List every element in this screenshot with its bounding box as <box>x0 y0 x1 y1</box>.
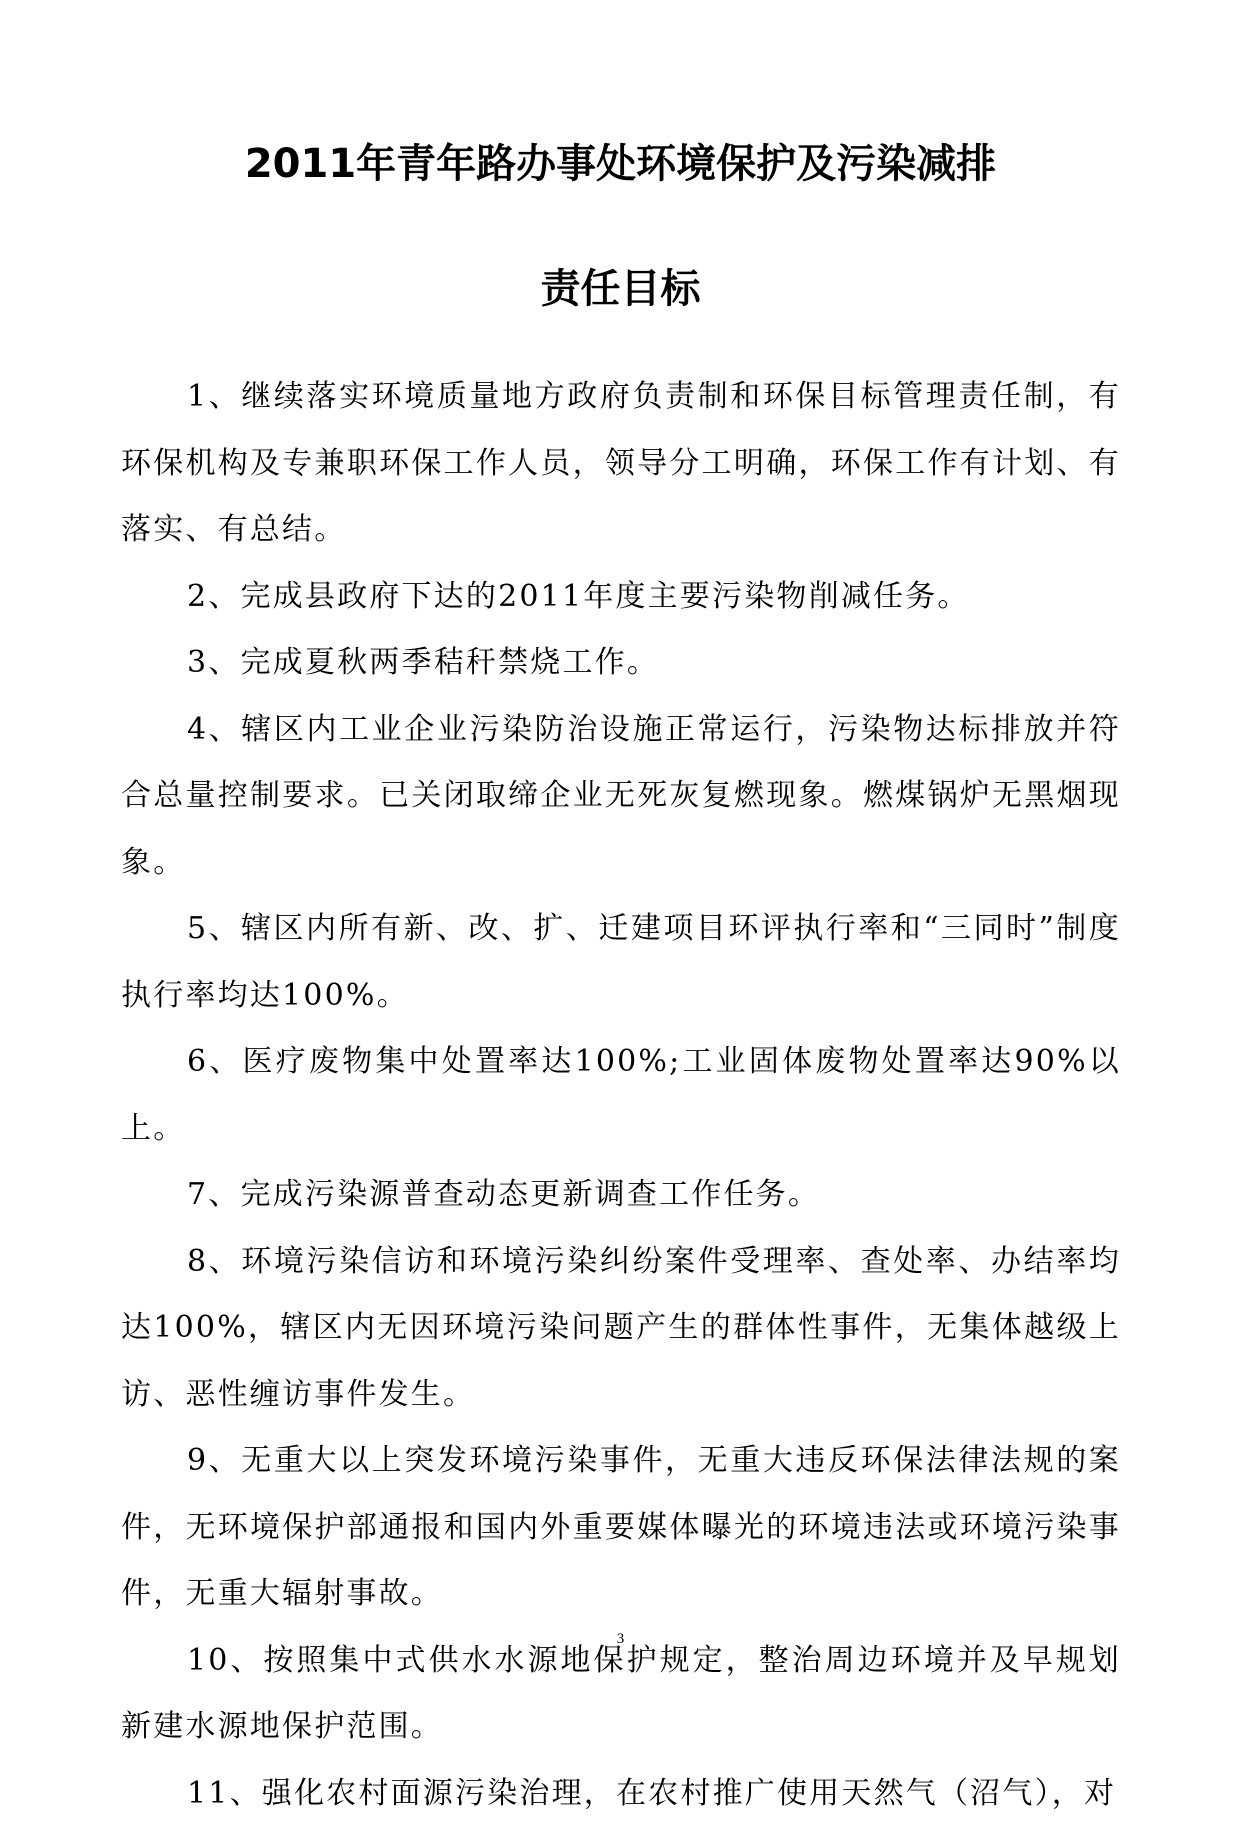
paragraph-2: 2、完成县政府下达的2011年度主要污染物削减任务。 <box>121 564 1121 631</box>
document-title: 2011年青年路办事处环境保护及污染减排 <box>0 140 1241 188</box>
document-subtitle: 责任目标 <box>0 265 1241 313</box>
paragraph-10: 10、按照集中式供水水源地保护规定，整治周边环境并及早规划新建水源地保护范围。 <box>121 1628 1121 1761</box>
paragraph-9: 9、无重大以上突发环境污染事件，无重大违反环保法律法规的案件，无环境保护部通报和国内外重要媒体曝光的环境违法或环境污染事件，无重大辐射事故。 <box>121 1428 1121 1628</box>
paragraph-5: 5、辖区内所有新、改、扩、迁建项目环评执行率和“三同时”制度执行率均达100%。 <box>121 896 1121 1029</box>
paragraph-7: 7、完成污染源普查动态更新调查工作任务。 <box>121 1162 1121 1229</box>
page-number: 3 <box>0 1630 1241 1648</box>
paragraph-1: 1、继续落实环境质量地方政府负责制和环保目标管理责任制，有环保机构及专兼职环保工作人员，领导分工明确，环保工作有计划、有落实、有总结。 <box>121 364 1121 564</box>
paragraph-4: 4、辖区内工业企业污染防治设施正常运行，污染物达标排放并符合总量控制要求。已关闭取缔企业无死灰复燃现象。燃煤锅炉无黑烟现象。 <box>121 697 1121 897</box>
paragraph-11: 11、强化农村面源污染治理，在农村推广使用天然气（沼气），对 <box>121 1761 1121 1827</box>
paragraph-6: 6、医疗废物集中处置率达100%;工业固体废物处置率达90%以上。 <box>121 1029 1121 1162</box>
document-body <box>121 364 1121 1827</box>
paragraph-3: 3、完成夏秋两季秸秆禁烧工作。 <box>121 630 1121 697</box>
paragraph-8: 8、环境污染信访和环境污染纠纷案件受理率、查处率、办结率均达100%，辖区内无因环境污染问题产生的群体性事件，无集体越级上访、恶性缠访事件发生。 <box>121 1229 1121 1429</box>
